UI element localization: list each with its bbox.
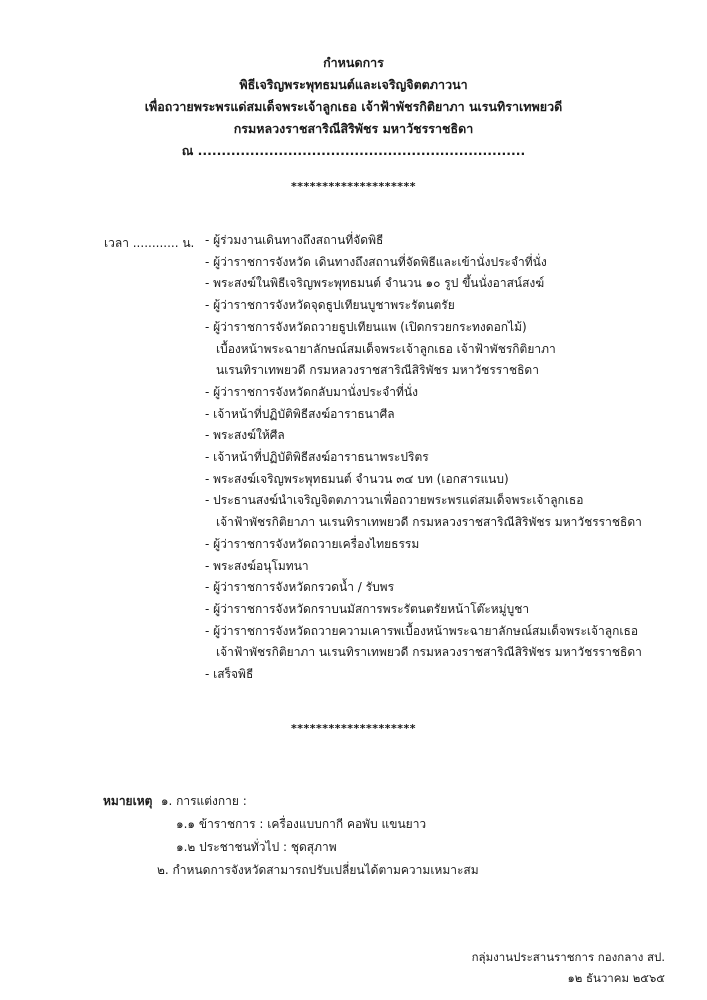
remark-item-1-2: ๑.๒ ประชาชนทั่วไป : ชุดสุภาพ: [176, 840, 337, 854]
separator-bottom: ********************: [290, 722, 417, 735]
footer-department: กลุ่มงานประสานราชการ กองกลาง สป.: [471, 950, 665, 964]
schedule-step: [205, 317, 642, 382]
remark-item-2: ๒. กำหนดการจังหวัดสามารถปรับเปลี่ยนได้ตามความเหมาะสม: [157, 863, 479, 877]
step-text: - เจ้าหน้าที่ปฏิบัติพิธีสงฆ์อาราธนาศีล: [205, 406, 395, 421]
schedule-step: [205, 621, 642, 664]
schedule-step: [205, 469, 642, 491]
schedule-step: [205, 599, 642, 621]
step-text: - ผู้ว่าราชการจังหวัดถวายความเคารพเบื้องหน้าพระฉายาลักษณ์สมเด็จพระเจ้าลูกเธอ: [205, 623, 639, 638]
schedule-step: [205, 577, 642, 599]
header-dedication: เพื่อถวายพระพรแด่สมเด็จพระเจ้าลูกเธอ เจ้าฟ้าพัชรกิติยาภา นเรนทิราเทพยวดี: [144, 99, 563, 114]
schedule-step: [205, 230, 642, 252]
step-text: - เจ้าหน้าที่ปฏิบัติพิธีสงฆ์อาราธนาพระปริตร: [205, 450, 429, 465]
remark-item-1-1: ๑.๑ ข้าราชการ : เครื่องแบบกากี คอพับ แขนยาว: [176, 817, 427, 831]
schedule-step: [205, 534, 642, 556]
schedule-step: [205, 382, 642, 404]
step-text: - พระสงฆ์อนุโมทนา: [205, 558, 309, 573]
document-header: [0, 52, 707, 162]
step-text: - ผู้ว่าราชการจังหวัดกรวดน้ำ / รับพร: [205, 580, 395, 595]
separator-top: ********************: [290, 180, 417, 193]
step-text: - ผู้ว่าราชการจังหวัด เดินทางถึงสถานที่จัดพิธีและเข้านั่งประจำที่นั่ง: [205, 254, 547, 269]
step-text: - พระสงฆ์ในพิธีเจริญพระพุทธมนต์ จำนวน ๑๐ รูป ขึ้นนั่งอาสน์สงฆ์: [205, 276, 545, 291]
step-text: - ผู้ว่าราชการจังหวัดกราบนมัสการพระรัตนตรัยหน้าโต๊ะหมู่บูชา: [205, 601, 530, 616]
header-ceremony: พิธีเจริญพระพุทธมนต์และเจริญจิตตภาวนา: [239, 77, 468, 92]
footer-date: ๑๒ ธันวาคม ๒๕๖๕: [567, 971, 665, 985]
step-text-continued: เบื้องหน้าพระฉายาลักษณ์สมเด็จพระเจ้าลูกเธอ เจ้าฟ้าพัชรกิติยาภา: [216, 341, 556, 356]
schedule-step: [205, 490, 642, 533]
schedule-step: [205, 404, 642, 426]
schedule-step: [205, 664, 642, 686]
schedule-step: [205, 425, 642, 447]
document-footer: [472, 947, 665, 989]
schedule-step: [205, 252, 642, 274]
step-text-continued: นเรนทิราเทพยวดี กรมหลวงราชสาริณีสิริพัชร มหาวัชรราชธิดา: [216, 363, 539, 378]
time-label: เวลา ............ น.: [104, 236, 195, 250]
schedule-step: [205, 556, 642, 578]
remarks-label: หมายเหตุ: [103, 794, 153, 808]
schedule-steps: [205, 230, 642, 686]
step-text: - ผู้ว่าราชการจังหวัดถวายเครื่องไทยธรรม: [205, 536, 420, 551]
remarks-section: [103, 790, 479, 882]
step-text: - ผู้ว่าราชการจังหวัดถวายธูปเทียนแพ (เปิดกรวยกระทงดอกไม้): [205, 319, 527, 334]
step-text: - ผู้ว่าราชการจังหวัดกลับมานั่งประจำที่นั่ง: [205, 384, 418, 399]
schedule-step: [205, 447, 642, 469]
step-text: - พระสงฆ์ให้ศีล: [205, 428, 285, 443]
step-text-continued: เจ้าฟ้าพัชรกิติยาภา นเรนทิราเทพยวดี กรมหลวงราชสาริณีสิริพัชร มหาวัชรราชธิดา: [216, 645, 642, 660]
step-text: - ประธานสงฆ์นำเจริญจิตตภาวนาเพื่อถวายพระพรแด่สมเด็จพระเจ้าลูกเธอ: [205, 493, 584, 508]
step-text-continued: เจ้าฟ้าพัชรกิติยาภา นเรนทิราเทพยวดี กรมหลวงราชสาริณีสิริพัชร มหาวัชรราชธิดา: [216, 515, 642, 530]
step-text: - พระสงฆ์เจริญพระพุทธมนต์ จำนวน ๓๔ บท (เอกสารแนบ): [205, 471, 509, 486]
header-royal-title: กรมหลวงราชสาริณีสิริพัชร มหาวัชรราชธิดา: [233, 121, 474, 136]
schedule-step: [205, 273, 642, 295]
header-venue: ณ .....................................................................: [181, 143, 526, 158]
step-text: - ผู้ว่าราชการจังหวัดจุดธูปเทียนบูชาพระรัตนตรัย: [205, 298, 455, 313]
step-text: - เสร็จพิธี: [205, 667, 254, 682]
schedule-step: [205, 295, 642, 317]
remark-item-1: ๑. การแต่งกาย :: [160, 794, 247, 808]
step-text: - ผู้ร่วมงานเดินทางถึงสถานที่จัดพิธี: [205, 233, 384, 247]
header-title: กำหนดการ: [323, 55, 384, 70]
